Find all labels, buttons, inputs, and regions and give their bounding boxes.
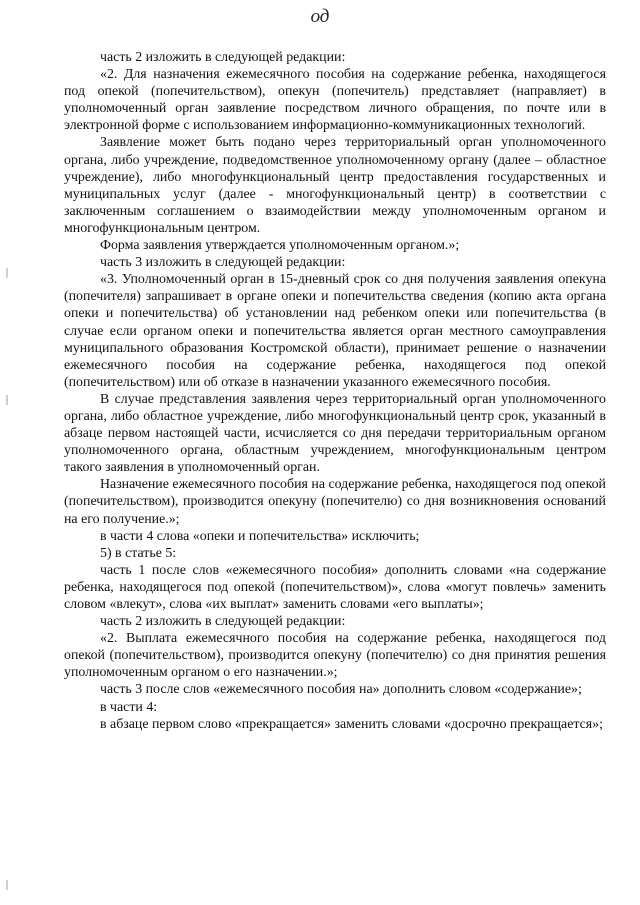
paragraph: часть 1 после слов «ежемесячного пособия» дополнить словами «на содержание ребенка, находящегося под опекой (попечительством)», слова «могут повлечь» заменить словом «влекут», слова «их выплат» заменить словами «его выплаты»; — [64, 562, 606, 612]
paragraph: «2. Для назначения ежемесячного пособия на содержание ребенка, находящегося под опекой (попечительством), опекун (попечитель) представляет (направляет) в уполномоченный орган заявление посредством личного обращения, по почте или в электронной форме с использованием информационно-коммуникационных технологий. — [64, 67, 606, 134]
paragraph: часть 3 изложить в следующей редакции: — [100, 255, 346, 271]
paragraph: «2. Выплата ежемесячного пособия на содержание ребенка, находящегося под опекой (попечительством), производится опекуну (попечителю) со дня принятия решения уполномоченным органом о его назначении.»; — [64, 631, 606, 681]
paragraph: в части 4 слова «опеки и попечительства» исключить; — [100, 528, 420, 544]
paragraph: часть 2 изложить в следующей редакции: — [100, 50, 346, 65]
paragraph: в части 4: — [100, 699, 158, 715]
page-number-mark: од — [310, 6, 330, 27]
paragraph: Назначение ежемесячного пособия на содержание ребенка, находящегося под опекой (попечительством), производится опекуну (попечителю) со дня возникновения оснований на его получение.»; — [64, 477, 606, 527]
paragraph: В случае представления заявления через территориальный орган уполномоченного органа, либо областное учреждение, либо многофункциональный центр срок, указанный в абзаце первом настоящей части, исчисляется со дня передачи территориальным органом уполномоченного органа, областным учреждением, многофункциональным центром такого заявления в уполномоченный орган. — [64, 391, 606, 476]
paragraph: в абзаце первом слово «прекращается» заменить словами «досрочно прекращается»; — [100, 716, 603, 732]
margin-mark — [6, 395, 8, 405]
paragraph: часть 2 изложить в следующей редакции: — [100, 614, 346, 630]
paragraph: 5) в статье 5: — [100, 545, 177, 561]
document-body — [64, 49, 606, 733]
margin-mark — [6, 880, 8, 890]
paragraph: «3. Уполномоченный орган в 15-дневный срок со дня получения заявления опекуна (попечителя) запрашивает в органе опеки и попечительства сведения (копию акта органа опеки и попечительства) об установлении над ребенком опеки или попечительства (в случае если органом опеки и попечительства является орган местного самоуправления муниципального образования Костромской области), принимает решение о назначении ежемесячного пособия на содержание ребенка, находящегося под опекой (попечительством) или об отказе в назначении указанного ежемесячного пособия. — [64, 272, 606, 390]
paragraph: часть 3 после слов «ежемесячного пособия на» дополнить словом «содержание»; — [100, 682, 582, 698]
paragraph: Заявление может быть подано через территориальный орган уполномоченного органа, либо учреждение, подведомственное уполномоченному органу (далее – областное учреждение), либо многофункциональный центр предоставления государственных и муниципальных услуг (далее - многофункциональный центр) в соответствии с заключенным соглашением о взаимодействии между уполномоченным органом и многофункциональным центром. — [64, 135, 606, 236]
margin-mark — [6, 268, 8, 278]
paragraph: Форма заявления утверждается уполномоченным органом.»; — [100, 238, 460, 254]
